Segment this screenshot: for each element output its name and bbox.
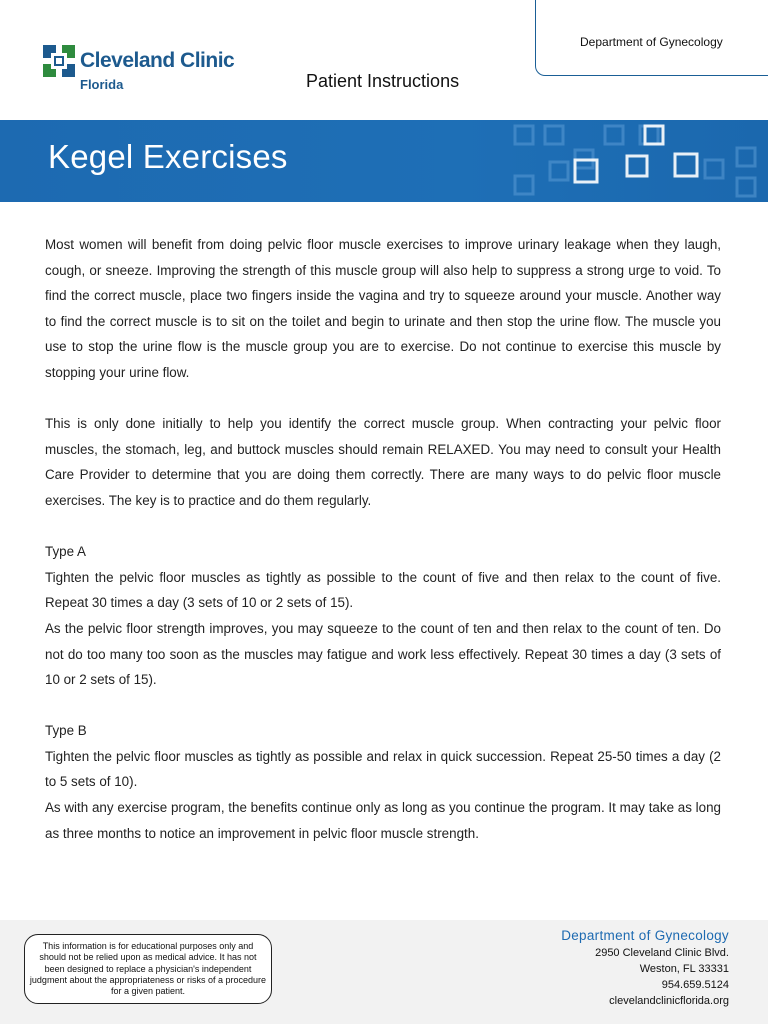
instructions-body bbox=[45, 232, 721, 846]
department-tab-label: Department of Gynecology bbox=[580, 35, 723, 49]
page-subtitle: Patient Instructions bbox=[306, 71, 460, 91]
footer-phone: 954.659.5124 bbox=[661, 979, 729, 991]
cleveland-clinic-logo-icon bbox=[43, 45, 75, 77]
footer-city: Weston, FL 33331 bbox=[639, 963, 729, 975]
page-footer bbox=[0, 920, 768, 1024]
title-banner bbox=[0, 120, 768, 202]
type-a-heading: Type A bbox=[45, 544, 86, 560]
disclaimer-box: This information is for educational purposes only and should not be relied upon as medical advice. It has not been designed to replace a physician's independent judgment about the appropriateness or risks of a procedure for a given patient. bbox=[24, 934, 272, 1004]
intro-paragraph: Most women will benefit from doing pelvic floor muscle exercises to improve urinary leakage when they laugh, cough, or sneeze. Improving the strength of this muscle group will also help to suppress a strong urge to void. To find the correct muscle, place two fingers inside the vagina and try to squeeze around your muscle. Another way to find the correct muscle is to sit on the toilet and begin to urinate and then stop the urine flow. The muscle you use to stop the urine flow is the muscle group you are to exercise. Do not continue to exercise this muscle by stopping your urine flow. bbox=[45, 237, 721, 380]
type-b-heading: Type B bbox=[45, 723, 87, 739]
decorative-squares-pattern bbox=[505, 120, 768, 202]
footer-website: clevelandclinicflorida.org bbox=[609, 995, 729, 1007]
footer-department: Department of Gynecology bbox=[561, 928, 729, 943]
logo-name: Cleveland Clinic bbox=[80, 49, 235, 72]
type-a-instruction-2: As the pelvic floor strength improves, you may squeeze to the count of ten and then relax to the count of ten. Do not do too many too soon as the muscles may fatigue and work less effectively. Repeat 30 times a day (3 sets of 10 or 2 sets of 15). bbox=[45, 620, 721, 688]
type-b-instruction-2: As with any exercise program, the benefits continue only as long as you continue the program. It may take as long as three months to notice an improvement in pelvic floor muscle strength. bbox=[45, 800, 721, 841]
identification-paragraph: This is only done initially to help you identify the correct muscle group. When contracting your pelvic floor muscles, the stomach, leg, and buttock muscles should remain RELAXED. You may need to consult your Health Care Provider to determine that you are doing them correctly. There are many ways to do pelvic floor muscle exercises. The key is to practice and do them regularly. bbox=[45, 416, 721, 508]
footer-street: 2950 Cleveland Clinic Blvd. bbox=[595, 947, 729, 959]
type-b-instruction-1: Tighten the pelvic floor muscles as tightly as possible and relax in quick succession. Repeat 25-50 times a day (2 to 5 sets of 10). bbox=[45, 748, 721, 790]
department-address bbox=[561, 926, 729, 1009]
type-a-instruction-1: Tighten the pelvic floor muscles as tightly as possible to the count of five and then relax to the count of five. Repeat 30 times a day (3 sets of 10 or 2 sets of 15). bbox=[45, 569, 721, 611]
page-title: Kegel Exercises bbox=[48, 138, 288, 175]
logo-location: Florida bbox=[80, 77, 124, 92]
